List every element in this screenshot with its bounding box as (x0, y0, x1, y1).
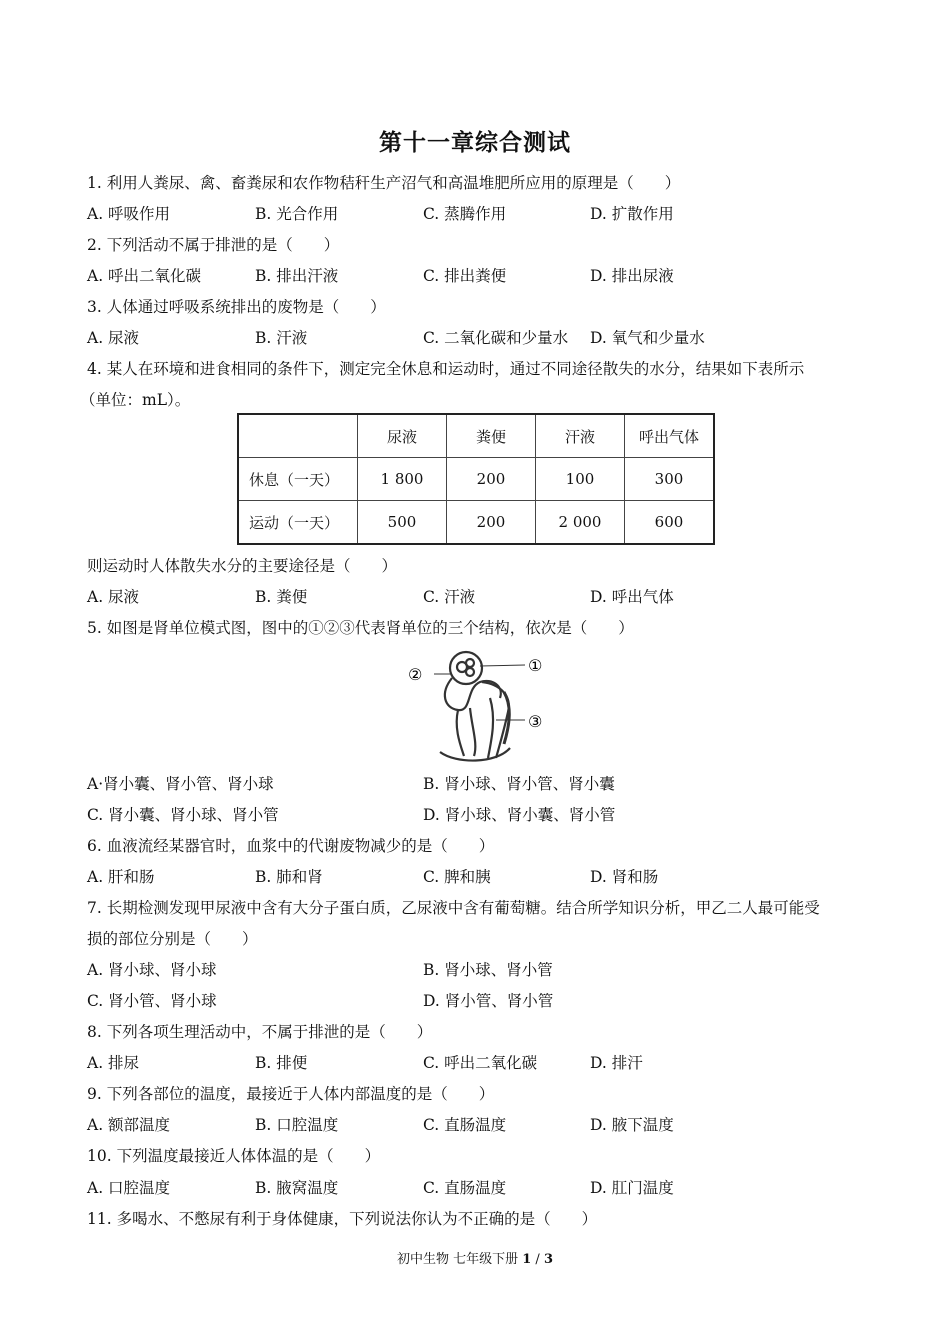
question-4-stem: 4. 某人在环境和进食相同的条件下，测定完全休息和运动时，通过不同途径散失的水分，结果如下表所示 (87, 360, 805, 378)
question-10-stem: 10. 下列温度最接近人体体温的是（ ） (87, 1147, 381, 1165)
question-1-stem: 1. 利用人粪尿、禽、畜粪尿和农作物秸秆生产沼气和高温堆肥所应用的原理是（ ） (87, 174, 681, 192)
table-header-cell (238, 414, 358, 458)
diagram-label-2: ② (408, 665, 423, 684)
table-cell: 500 (358, 501, 447, 545)
table-row (238, 458, 714, 501)
question-3-stem: 3. 人体通过呼吸系统排出的废物是（ ） (87, 298, 386, 316)
option-b: B. 粪便 (255, 588, 308, 606)
table-row-label: 运动（一天） (238, 501, 358, 545)
option-d: D. 腋下温度 (590, 1116, 674, 1134)
option-b: B. 腋窝温度 (255, 1179, 339, 1197)
option-d: D. 肾小球、肾小囊、肾小管 (423, 806, 616, 824)
option-a: A. 额部温度 (87, 1116, 171, 1134)
option-a: A. 肝和肠 (87, 868, 155, 886)
option-c: C. 肾小管、肾小球 (87, 992, 217, 1010)
option-a: A. 呼吸作用 (87, 205, 171, 223)
option-d: D. 氧气和少量水 (590, 329, 705, 347)
question-6-stem: 6. 血液流经某器官时，血浆中的代谢废物减少的是（ ） (87, 837, 495, 855)
option-a: A. 口腔温度 (87, 1179, 171, 1197)
option-a: A. 肾小球、肾小球 (87, 961, 217, 979)
option-b: B. 排便 (255, 1054, 308, 1072)
question-7-stem-cont: 损的部位分别是（ ） (87, 930, 258, 948)
table-cell: 600 (625, 501, 715, 545)
page-footer (0, 1248, 950, 1267)
option-a: A. 呼出二氧化碳 (87, 267, 202, 285)
table-header-cell: 汗液 (536, 414, 625, 458)
option-d: D. 扩散作用 (590, 205, 674, 223)
option-b: B. 肾小球、肾小管 (423, 961, 553, 979)
option-c: C. 排出粪便 (423, 267, 507, 285)
question-4-stem-after: 则运动时人体散失水分的主要途径是（ ） (87, 557, 398, 575)
page-separator: / (531, 1252, 544, 1267)
option-b: B. 肾小球、肾小管、肾小囊 (423, 775, 615, 793)
table-row (238, 501, 714, 545)
question-8-stem: 8. 下列各项生理活动中，不属于排泄的是（ ） (87, 1023, 433, 1041)
option-c: C. 蒸腾作用 (423, 205, 507, 223)
table-cell: 200 (447, 501, 536, 545)
table-cell: 200 (447, 458, 536, 501)
table-cell: 2 000 (536, 501, 625, 545)
question-7-stem: 7. 长期检测发现甲尿液中含有大分子蛋白质，乙尿液中含有葡萄糖。结合所学知识分析，甲乙二人最可能受 (87, 899, 820, 917)
question-5-stem: 5. 如图是肾单位模式图，图中的①②③代表肾单位的三个结构，依次是（ ） (87, 619, 634, 637)
option-d: D. 呼出气体 (590, 588, 674, 606)
option-c: C. 脾和胰 (423, 868, 491, 886)
diagram-label-3: ③ (528, 712, 543, 731)
option-d: D. 肾小管、肾小管 (423, 992, 554, 1010)
option-a: A. 排尿 (87, 1054, 140, 1072)
option-a: A. 尿液 (87, 329, 140, 347)
water-loss-table (237, 413, 715, 545)
option-b: B. 排出汗液 (255, 267, 339, 285)
nephron-diagram (400, 648, 560, 766)
table-header-cell: 粪便 (447, 414, 536, 458)
question-9-stem: 9. 下列各部位的温度，最接近于人体内部温度的是（ ） (87, 1085, 495, 1103)
option-d: D. 肛门温度 (590, 1179, 674, 1197)
option-c: C. 直肠温度 (423, 1116, 507, 1134)
question-4-stem-cont: （单位：mL）。 (80, 391, 191, 409)
table-cell: 100 (536, 458, 625, 501)
page-number: 1 (522, 1252, 532, 1267)
question-11-stem: 11. 多喝水、不憋尿有利于身体健康，下列说法你认为不正确的是（ ） (87, 1210, 598, 1228)
table-cell: 1 800 (358, 458, 447, 501)
option-c: C. 呼出二氧化碳 (423, 1054, 538, 1072)
table-header-cell: 呼出气体 (625, 414, 715, 458)
option-b: B. 光合作用 (255, 205, 339, 223)
question-2-stem: 2. 下列活动不属于排泄的是（ ） (87, 236, 340, 254)
option-a: A. 尿液 (87, 588, 140, 606)
option-d: D. 排汗 (590, 1054, 643, 1072)
option-c: C. 肾小囊、肾小球、肾小管 (87, 806, 279, 824)
option-b: B. 汗液 (255, 329, 308, 347)
option-b: B. 肺和肾 (255, 868, 323, 886)
table-cell: 300 (625, 458, 715, 501)
footer-text: 初中生物 七年级下册 (396, 1252, 523, 1267)
page-title: 第十一章综合测试 (379, 129, 571, 156)
table-row-label: 休息（一天） (238, 458, 358, 501)
page-total: 3 (543, 1252, 553, 1267)
table-header-cell: 尿液 (358, 414, 447, 458)
option-c: C. 汗液 (423, 588, 476, 606)
table-header-row (238, 414, 714, 458)
option-d: D. 排出尿液 (590, 267, 674, 285)
option-a: A·肾小囊、肾小管、肾小球 (87, 775, 274, 793)
option-d: D. 肾和肠 (590, 868, 659, 886)
option-b: B. 口腔温度 (255, 1116, 339, 1134)
option-c: C. 直肠温度 (423, 1179, 507, 1197)
diagram-label-1: ① (528, 656, 543, 675)
option-c: C. 二氧化碳和少量水 (423, 329, 569, 347)
